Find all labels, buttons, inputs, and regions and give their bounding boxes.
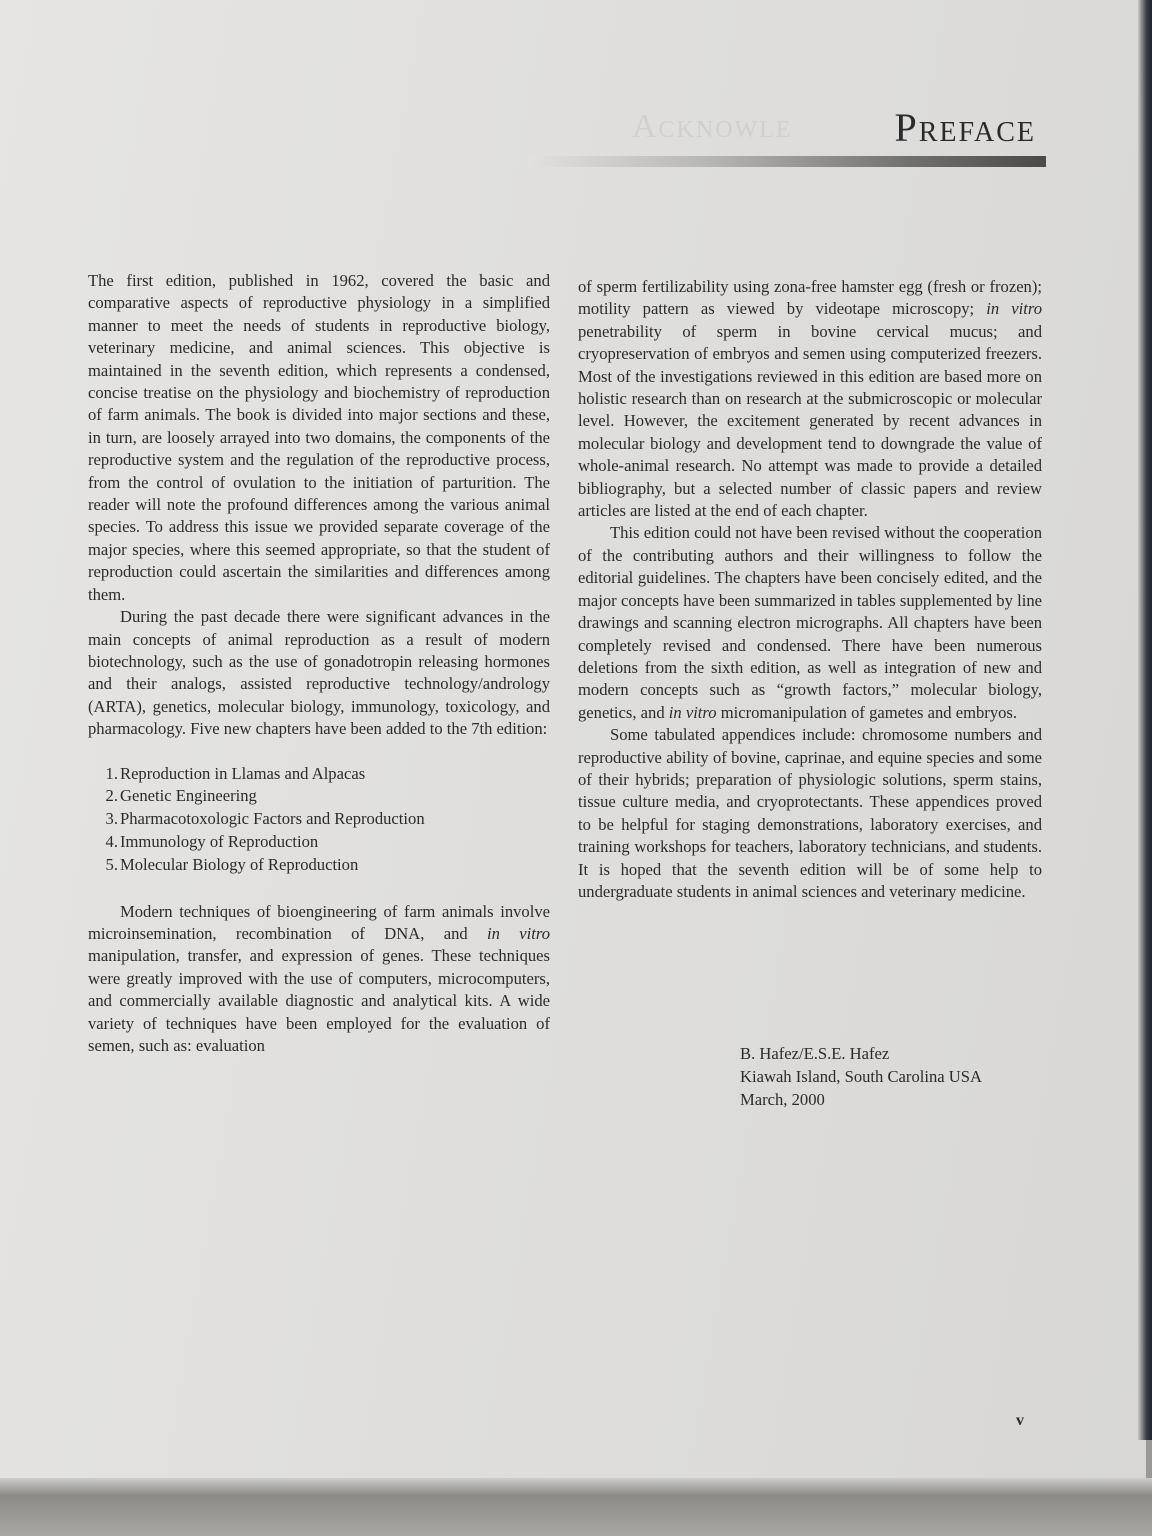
list-item [88, 763, 550, 786]
list-item [88, 831, 550, 854]
list-item-title: Reproduction in Llamas and Alpacas [120, 763, 366, 783]
list-item-number: 4. [105, 831, 118, 851]
list-item-title: Pharmacotoxologic Factors and Reproduction [120, 809, 425, 829]
text-run: Modern techniques of bioengineering of farm animals involve microinsemination, recombination of DNA, and [88, 901, 550, 943]
list-item [88, 808, 550, 831]
list-item-title: Molecular Biology of Reproduction [120, 854, 359, 874]
text-run: This edition could not have been revised without the cooperation of the contributing authors and their willingness to follow the editorial guidelines. The chapters have been concisely edited, and the major concepts have been summarized in tables supplemented by line drawings and scanning electron micrographs. All chapters have been completely revised and condensed. There have been numerous deletions from the sixth edition, as well as integration of new and modern concepts such as “growth factors,” molecular biology, genetics, and [578, 523, 1042, 722]
italic-term: in vitro [487, 923, 551, 943]
page-title: Preface [894, 105, 1036, 150]
list-item-title: Immunology of Reproduction [120, 831, 319, 851]
bleed-through-title: Acknowle [632, 108, 793, 145]
left-column [88, 270, 550, 1057]
list-item [88, 854, 550, 877]
page-number: v [1016, 1412, 1024, 1429]
paragraph-first-edition: The first edition, published in 1962, covered the basic and comparative aspects of reproductive physiology in a simplified manner to meet the needs of students in reproductive biology, veterinary medicine, and animal sciences. This objective is maintained in the seventh edition, which represents a condensed, concise treatise on the physiology and biochemistry of reproduction of farm animals. The book is divided into major sections and these, in turn, are loosely arrayed into two domains, the components of the reproductive system and the regulation of the reproductive process, from the control of ovulation to the initiation of parturition. The reader will note the profound differences among the various animal species. To address this issue we provided separate coverage of the major species, where this seemed appropriate, so that the student of reproduction could ascertain the similarities and differences among them. [88, 271, 550, 604]
paragraph-sperm-evaluation [578, 276, 1042, 522]
list-item-number: 2. [105, 786, 118, 806]
signature-date: March, 2000 [740, 1090, 825, 1109]
page-bottom-shadow [0, 1478, 1152, 1536]
paragraph-revision [578, 522, 1042, 724]
list-item-title: Genetic Engineering [120, 786, 257, 806]
list-item-number: 5. [105, 854, 118, 874]
list-item-number: 1. [105, 763, 118, 783]
italic-term: in vitro [668, 702, 717, 722]
italic-term: in vitro [986, 299, 1043, 319]
paragraph-appendices: Some tabulated appendices include: chromosome numbers and reproductive ability of bovine, caprinae, and equine species and some of their hybrids; preparation of physiologic solutions, sperm stains, tissue culture media, and cryoprotectants. These appendices proved to be helpful for staging demonstrations, laboratory exercises, and training workshops for teachers, laboratory technicians, and students. It is hoped that the seventh edition will be of some help to undergraduate students in animal sciences and veterinary medicine. [578, 725, 1042, 901]
right-column [578, 276, 1042, 903]
text-run: of sperm fertilizability using zona-free hamster egg (fresh or frozen); motility pattern as viewed by videotape microscopy; [578, 277, 1042, 319]
title-rule [528, 156, 1046, 167]
signature-authors: B. Hafez/E.S.E. Hafez [740, 1044, 890, 1063]
text-run: penetrability of sperm in bovine cervical mucus; and cryopreservation of embryos and semen using computerized freezers. Most of the investigations reviewed in this edition are based more on holistic research than on research at the submicroscopic or molecular level. However, the excitement generated by recent advances in molecular biology and development tend to downgrade the value of whole-animal research. No attempt was made to provide a detailed bibliography, but a selected number of classic papers and review articles are listed at the end of each chapter. [578, 321, 1042, 521]
paragraph-advances: During the past decade there were significant advances in the main concepts of animal reproduction as a result of modern biotechnology, such as the use of gonadotropin releasing hormones and their analogs, assisted reproductive technology/andrology (ARTA), genetics, molecular biology, immunology, toxicology, and pharmacology. Five new chapters have been added to the 7th edition: [88, 607, 550, 739]
text-run: manipulation, transfer, and expression of genes. These techniques were greatly improved with the use of computers, microcomputers, and commercially available diagnostic and analytical kits. A wide variety of techniques have been employed for the evaluation of semen, such as: evaluation [88, 946, 550, 1055]
new-chapters-list [88, 763, 550, 877]
signature-location: Kiawah Island, South Carolina USA [740, 1067, 982, 1086]
list-item [88, 785, 550, 808]
list-item-number: 3. [105, 809, 118, 829]
signature-block [740, 1042, 982, 1111]
paragraph-bioengineering [88, 901, 550, 1058]
book-cover-edge [1138, 0, 1152, 1440]
text-run: micromanipulation of gametes and embryos. [716, 702, 1018, 722]
